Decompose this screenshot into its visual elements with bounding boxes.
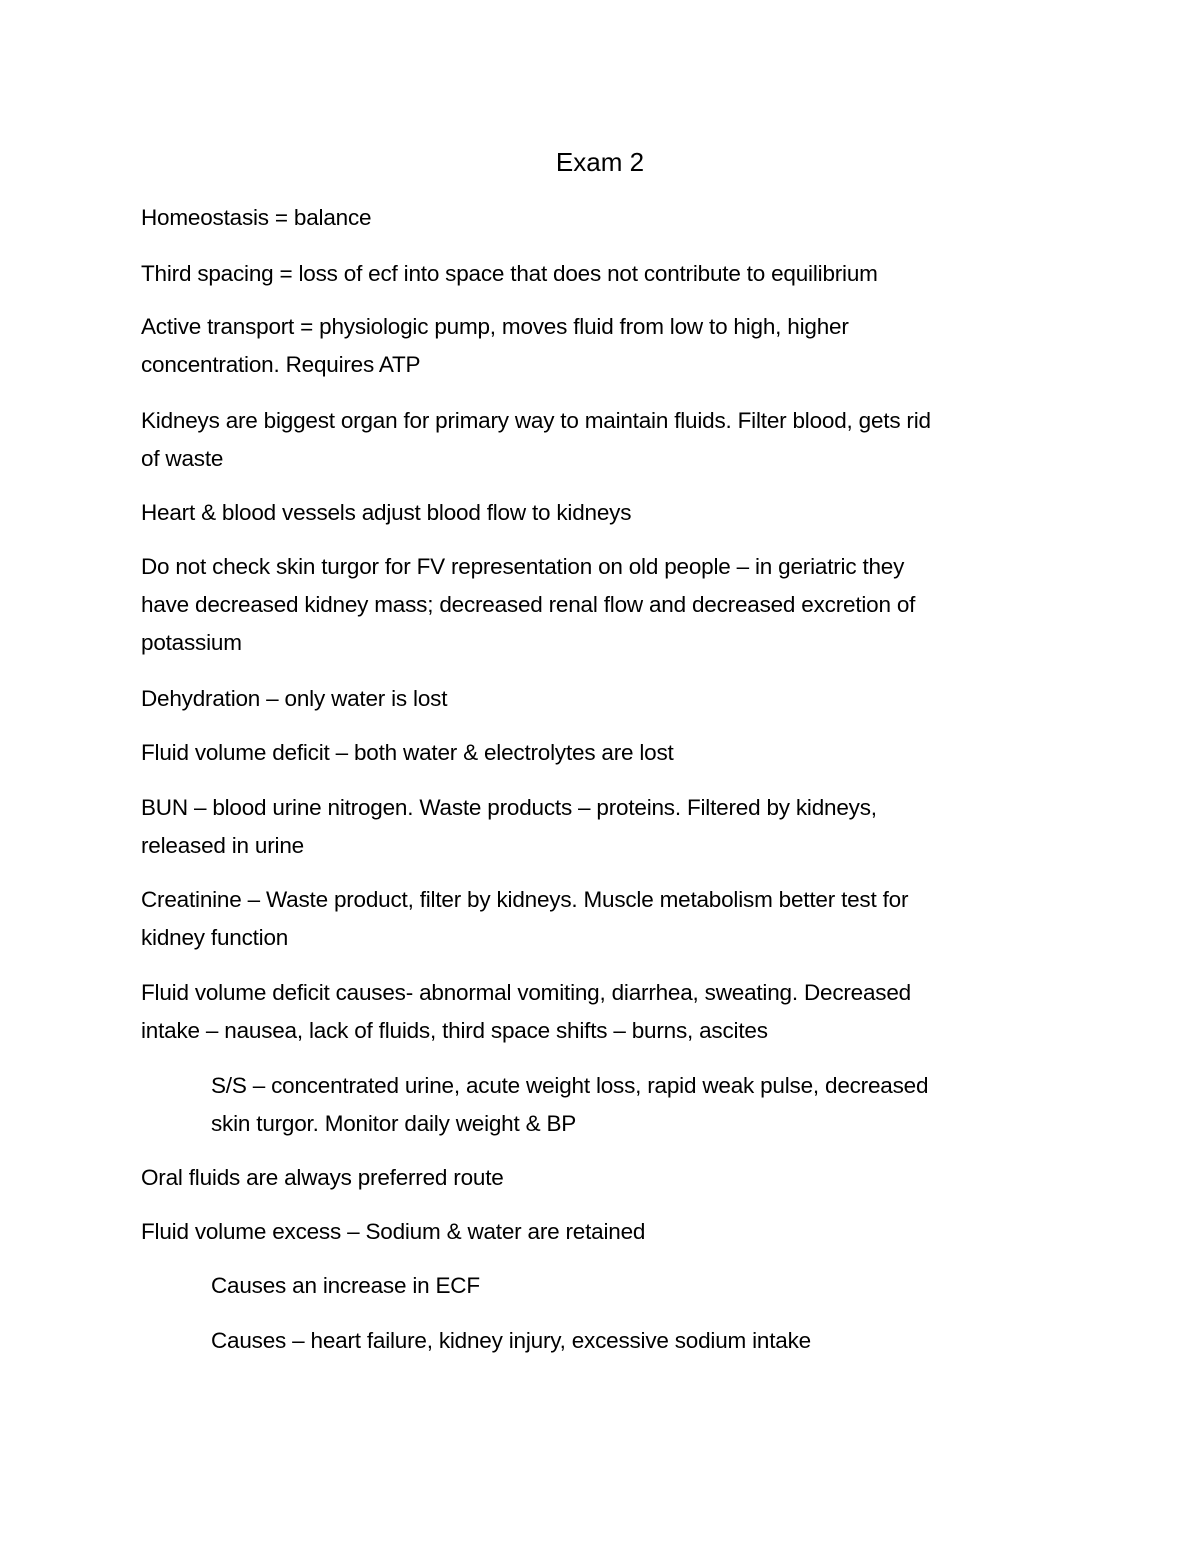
note-fvd-causes (141, 974, 1061, 1050)
text-line: Do not check skin turgor for FV representation on old people – in geriatric they (141, 554, 905, 579)
text-line: Creatinine – Waste product, filter by kidneys. Muscle metabolism better test for (141, 887, 909, 912)
text-line: Causes an increase in ECF (211, 1273, 480, 1298)
text-line: skin turgor. Monitor daily weight & BP (211, 1111, 577, 1136)
text-line: Homeostasis = balance (141, 205, 372, 230)
text-line: Dehydration – only water is lost (141, 686, 448, 711)
text-line: kidney function (141, 925, 289, 950)
page-title: Exam 2 (555, 147, 645, 177)
text-line: Third spacing = loss of ecf into space that does not contribute to equilibrium (141, 261, 878, 286)
text-line: Fluid volume excess – Sodium & water are retained (141, 1219, 646, 1244)
text-line: Fluid volume deficit causes- abnormal vomiting, diarrhea, sweating. Decreased (141, 980, 911, 1005)
text-line: S/S – concentrated urine, acute weight loss, rapid weak pulse, decreased (211, 1073, 929, 1098)
text-line: Oral fluids are always preferred route (141, 1165, 504, 1190)
note-fluid-volume-excess (141, 1213, 1061, 1251)
note-creatinine (141, 881, 1061, 957)
text-line: BUN – blood urine nitrogen. Waste products – proteins. Filtered by kidneys, (141, 795, 877, 820)
note-kidneys (141, 402, 1061, 478)
text-line: of waste (141, 446, 224, 471)
text-line: Causes – heart failure, kidney injury, excessive sodium intake (211, 1328, 811, 1353)
note-fvd-signs-symptoms (211, 1067, 1061, 1143)
text-line: have decreased kidney mass; decreased renal flow and decreased excretion of (141, 592, 916, 617)
note-active-transport (141, 308, 1061, 384)
text-line: intake – nausea, lack of fluids, third space shifts – burns, ascites (141, 1018, 768, 1043)
text-line: Fluid volume deficit – both water & electrolytes are lost (141, 740, 674, 765)
note-homeostasis (141, 199, 1061, 237)
note-heart-blood-vessels (141, 494, 1061, 532)
note-fluid-volume-deficit (141, 734, 1061, 772)
text-line: Kidneys are biggest organ for primary way to maintain fluids. Filter blood, gets rid (141, 408, 931, 433)
note-skin-turgor (141, 548, 1061, 662)
text-line: Active transport = physiologic pump, moves fluid from low to high, higher (141, 314, 849, 339)
text-line: released in urine (141, 833, 304, 858)
note-oral-fluids (141, 1159, 1061, 1197)
note-fve-causes (211, 1322, 1061, 1360)
note-fve-ecf (211, 1267, 1061, 1305)
text-line: potassium (141, 630, 242, 655)
text-line: concentration. Requires ATP (141, 352, 421, 377)
note-dehydration (141, 680, 1061, 718)
note-bun (141, 789, 1061, 865)
note-third-spacing (141, 255, 1061, 293)
text-line: Heart & blood vessels adjust blood flow to kidneys (141, 500, 632, 525)
